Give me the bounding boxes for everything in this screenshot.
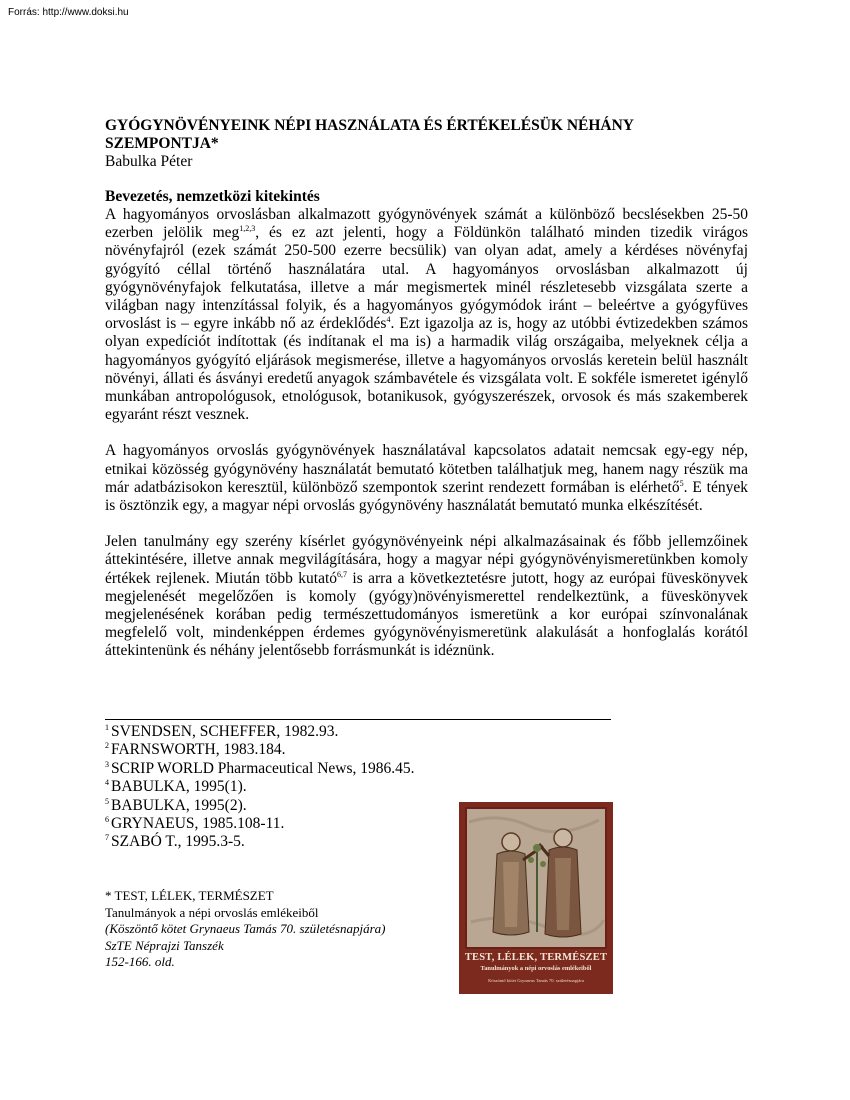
paragraph-3 <box>105 533 748 660</box>
paragraph-1-text-c: . Ezt igazolja az is, hogy az utóbbi évtizedekben számos olyan expedíciót indítottak (és indítanak el ma is) a harmadik világ országaiba, melyeknek célja a hagyományos gyógyító eljárások megismerése, illetve a hagyományos orvoslás keretein belül használt növényi, állati és ásványi eredetű anyagok számbavétele és vizsgálata volt. E sokféle ismeretet igénylő munkában antropológusok, etnológusok, botanikusok, gyógyszerészek, orvosok és más szakemberek egyaránt részt vesznek. <box>105 315 748 424</box>
imprint-pages: 152-166. old. <box>105 954 175 970</box>
imprint-publisher: SzTE Néprajzi Tanszék <box>105 937 224 953</box>
paragraph-1 <box>105 206 748 424</box>
footnote-number: 4 <box>105 778 109 788</box>
cover-subtitle: Tanulmányok a népi orvoslás emlékeiből <box>480 965 592 972</box>
footnote-ref: 5 <box>679 478 684 488</box>
footnote-item <box>105 815 415 833</box>
footnote-number: 5 <box>105 796 109 806</box>
footnote-text: BABULKA, 1995(1). <box>111 778 247 796</box>
footnote-divider <box>105 719 611 720</box>
article <box>105 117 748 661</box>
paragraph-1-text-a: A hagyományos orvoslásban alkalmazott gyógynövények számát a különböző becslésekben 25-50 ezerben jelölik meg <box>105 206 748 242</box>
footnote-number: 2 <box>105 741 109 751</box>
footnote-text: GRYNAEUS, 1985.108-11. <box>111 815 285 833</box>
book-cover-image <box>459 802 613 994</box>
imprint-dedication: (Köszöntő kötet Grynaeus Tamás 70. születésnapjára) <box>105 921 386 937</box>
cover-note: Köszöntő kötet Grynaeus Tamás 70. születésnapjára <box>488 978 584 983</box>
source-url: Forrás: http://www.doksi.hu <box>8 7 129 18</box>
paragraph-2-text-b: . E tények is ösztönzik egy, a magyar népi orvoslás gyógynövény használatát bemutató munka elkészítését. <box>105 478 748 515</box>
footnote-number: 1 <box>105 723 109 732</box>
article-author: Babulka Péter <box>105 153 193 170</box>
footnote-text: FARNSWORTH, 1983.184. <box>111 741 286 759</box>
footnote-number: 7 <box>105 833 109 843</box>
publication-imprint <box>105 888 385 971</box>
footnote-item <box>105 741 415 759</box>
footnote-item <box>105 797 415 815</box>
footnote-item <box>105 760 415 778</box>
paragraph-3-text-b: is arra a következtetésre jutott, hogy az európai füveskönyvek megjelenését megelőzően is komoly (gyógy)növényismerettel rendelkeztünk, a füveskönyvek megjelenésének korában pedig természettudományos ismeretünk a kor európai színvonalának megfelelő volt, mindenképpen érdemes gyógynövényismeretünk alakulását a honfoglalás korától áttekintenünk és néhány jelentősebb forrásmunkát is idéznünk. <box>105 569 749 660</box>
footnote-number: 6 <box>105 815 109 825</box>
article-title: GYÓGYNÖVÉNYEINK NÉPI HASZNÁLATA ÉS ÉRTÉKELÉSÜK NÉHÁNY SZEMPONTJA* <box>105 117 634 152</box>
footnote-ref: 4 <box>386 315 391 325</box>
footnote-text: SZABÓ T., 1995.3-5. <box>111 833 245 851</box>
footnote-item <box>105 723 415 741</box>
imprint-subtitle: Tanulmányok a népi orvoslás emlékeiből <box>105 904 319 920</box>
cover-fresco-illustration <box>459 802 613 952</box>
footnote-ref: 1,2,3 <box>239 224 256 234</box>
paragraph-2-text-a: A hagyományos orvoslás gyógynövények használatával kapcsolatos adatait nemcsak egy-egy nép, etnikai közösség gyógynövény használatát bemutató kötetben találhatjuk meg, hanem nagy részük ma már adatbázisokon keresztül, különböző szempontok szerint rendezett formában is elérhető <box>105 442 748 496</box>
footnote-list <box>105 723 415 852</box>
footnote-item <box>105 833 415 851</box>
footnote-item <box>105 778 415 796</box>
footnote-text: SCRIP WORLD Pharmaceutical News, 1986.45. <box>111 759 415 777</box>
section-heading: Bevezetés, nemzetközi kitekintés <box>105 188 320 205</box>
cover-title: TEST, LÉLEK, TERMÉSZET <box>464 952 608 963</box>
imprint-book-title: * TEST, LÉLEK, TERMÉSZET <box>105 888 274 903</box>
footnote-number: 3 <box>105 759 109 769</box>
paragraph-1-text-b: , és ez azt jelenti, hogy a Földünkön található minden tizedik virágos növényfajról (ezek számát 250-500 ezerre becsülik) van olyan adat, amely a kérdéses növényfaj gyógyító céllal történő használatára utal. A hagyományos orvoslásban alkalmazott új gyógynövényfajok felkutatása, illetve a már megismertek minél részletesebb vizsgálata szerte a világban nagy intenzítással folyik, és a hagyományos gyógymódok iránt – beleértve a gyógyfüves orvoslást is – egyre inkább nő az érdeklődés <box>105 224 748 333</box>
footnote-text: SVENDSEN, SCHEFFER, 1982.93. <box>111 723 339 740</box>
footnote-text: BABULKA, 1995(2). <box>111 796 247 814</box>
footnote-ref: 6,7 <box>337 569 348 579</box>
paragraph-3-text-a: Jelen tanulmány egy szerény kísérlet gyógynövényeink népi alkalmazásainak és főbb jellemzőinek áttekintésére, illetve annak megvilágítására, hogy a magyar népi gyógynövényismeretünkben komoly értékek rejlenek. Miután több kutató <box>105 533 748 587</box>
paragraph-2 <box>105 442 748 515</box>
